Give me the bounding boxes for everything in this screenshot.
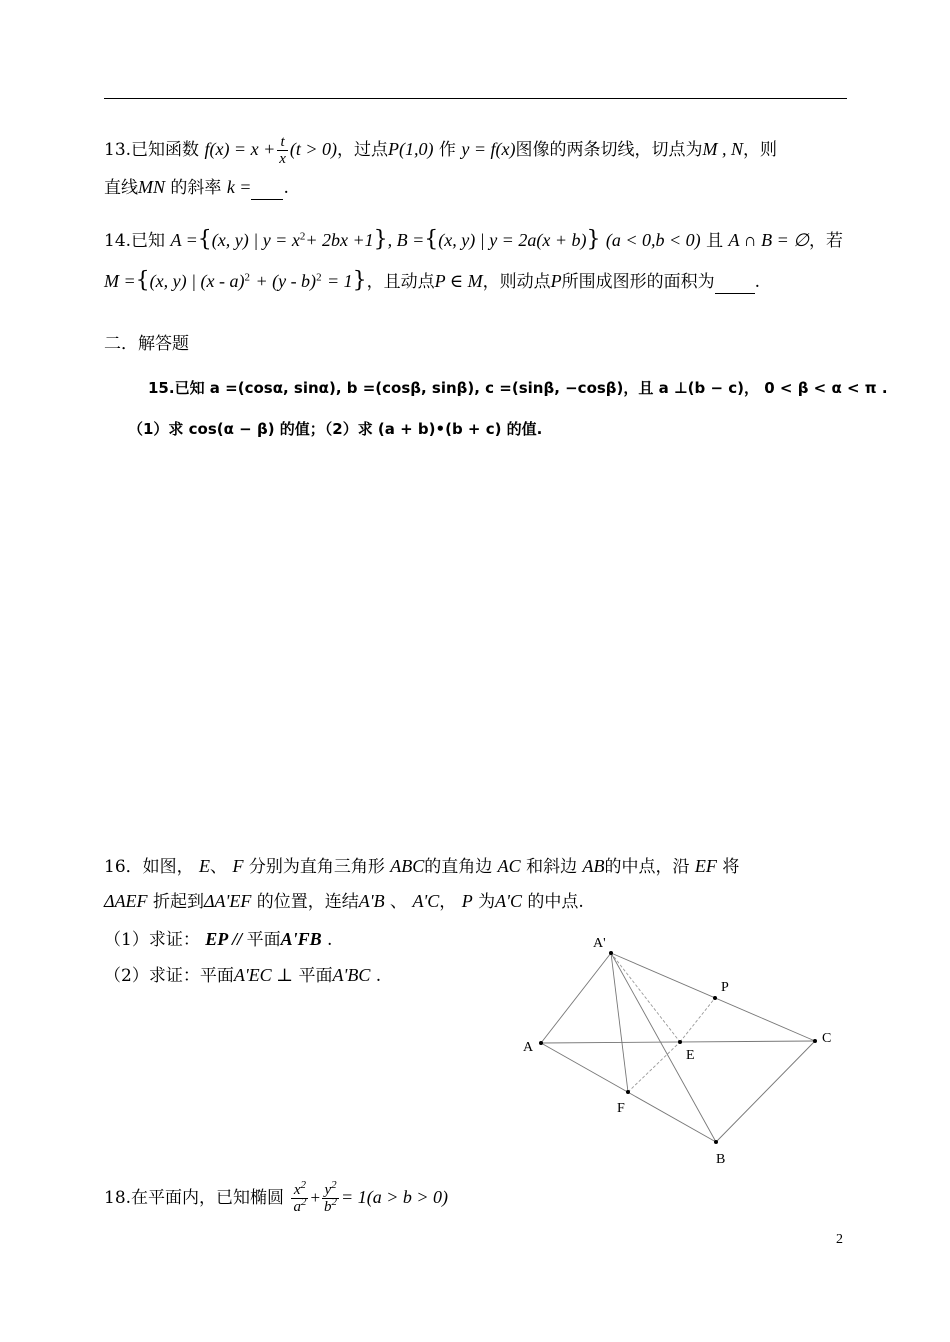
vertex-e-dot xyxy=(678,1040,682,1044)
q18-a: a xyxy=(293,1199,301,1215)
q18-y-exp: 2 xyxy=(331,1179,337,1191)
q13-fraction xyxy=(277,134,288,167)
q18-b: b xyxy=(324,1199,332,1215)
q16-end: . xyxy=(375,966,382,986)
q16-text: 的直角边 xyxy=(424,857,493,877)
q18-number: 18. xyxy=(104,1188,132,1208)
q16-point-f: F xyxy=(232,856,244,876)
q13-answer-blank xyxy=(251,177,283,200)
label-b: B xyxy=(716,1152,726,1167)
q16-text: 平面 xyxy=(246,930,281,950)
q16-segment: EF xyxy=(694,856,717,876)
edge-a1-a xyxy=(541,953,611,1043)
q14-set-b-body: (x, y) | y = 2a(x + b) xyxy=(438,230,587,250)
edge-f-e-dashed xyxy=(628,1042,680,1092)
q13-text: 已知函数 xyxy=(131,140,200,160)
q16-part1-label: （1）求证： xyxy=(104,930,200,950)
q16-triangle: ABC xyxy=(390,856,425,876)
vertex-c-dot xyxy=(813,1039,817,1043)
q18-tail: = 1(a > b > 0) xyxy=(341,1187,448,1207)
vertex-f-dot xyxy=(626,1090,630,1094)
page-number: 2 xyxy=(836,1232,843,1247)
q16-text: 将 xyxy=(722,857,740,877)
q13-slope: k = xyxy=(226,177,252,197)
q14-text: ，若 xyxy=(808,231,843,251)
q16-text: 和斜边 xyxy=(526,857,578,877)
q16-part1 xyxy=(104,928,332,951)
q16-text: 如图， xyxy=(142,857,194,877)
q18-text: 在平面内，已知椭圆 xyxy=(131,1188,285,1208)
q14-set-m-mid: + (y - b) xyxy=(255,271,317,291)
q18-fraction-x xyxy=(291,1179,308,1215)
q16-text: 的中点. xyxy=(527,892,584,912)
q18-fraction-y xyxy=(322,1179,339,1215)
edge-a1-e-dashed xyxy=(611,953,680,1042)
q14-text: ，则动点 xyxy=(482,272,551,292)
q16-line2 xyxy=(104,890,584,913)
q13-text: 直线 xyxy=(104,178,138,198)
q18-x-exp: 2 xyxy=(300,1179,307,1191)
q16-triangle-a1ef: ΔA'EF xyxy=(203,891,252,911)
edge-a1-b xyxy=(611,953,716,1142)
q16-part2-label: （2）求证： xyxy=(104,966,200,986)
q14-set-m-body: (x, y) | (x - a) xyxy=(149,271,245,291)
edge-e-p-dashed xyxy=(680,998,715,1042)
q15-line1: 15.已知 a =(cosα, sinα), b =(cosβ, sinβ), c =(sinβ, −cosβ)，且 a ⊥(b − c)， 0 < β < α < π . xyxy=(148,379,888,397)
q16-leg: AC xyxy=(497,856,521,876)
q14-text: 且 xyxy=(706,231,724,251)
section-title: 二．解答题 xyxy=(104,334,189,354)
q14-text: 所围成图形的面积为 xyxy=(561,272,715,292)
q14-set-m-tail: = 1 xyxy=(326,271,353,291)
q13-curve: y = f(x) xyxy=(461,139,516,159)
header-rule xyxy=(104,98,847,99)
q14-p: P xyxy=(550,271,562,291)
q16-text: 分别为直角三角形 xyxy=(248,857,385,877)
q16-text: ， xyxy=(439,892,457,912)
q14-set-m-exp1: 2 xyxy=(244,271,251,284)
q13-condition: (t > 0) xyxy=(289,139,338,159)
label-f: F xyxy=(617,1101,625,1116)
edge-a1-c xyxy=(611,953,815,1041)
q16-text: 为 xyxy=(478,892,496,912)
q14-set-b-label: , B = xyxy=(387,230,425,250)
q18-plus: + xyxy=(310,1188,321,1207)
geometry-figure xyxy=(500,925,850,1170)
q14-condition: (a < 0,b < 0) xyxy=(605,230,701,250)
q14-number: 14. xyxy=(104,231,132,251)
q13-frac-numerator: t xyxy=(277,134,288,151)
q16-plane-a1bc: A'BC xyxy=(332,965,371,985)
vertex-b-dot xyxy=(714,1140,718,1144)
q13-number: 13. xyxy=(104,140,132,160)
q13-text: 图像的两条切线，切点为 xyxy=(515,140,703,160)
q13-text: 的斜率 xyxy=(170,178,222,198)
label-p: P xyxy=(721,980,729,995)
q14-text: ，且动点 xyxy=(366,272,435,292)
q18-a-exp: 2 xyxy=(300,1196,307,1208)
q13-text: 作 xyxy=(438,140,456,160)
q13-line2 xyxy=(104,176,289,200)
label-a1: A' xyxy=(593,936,606,951)
q16-segment-a1b: A'B xyxy=(358,891,385,911)
q16-segment-a1c: A'C xyxy=(412,891,440,911)
q16-sep: 、 xyxy=(210,857,228,877)
q14-set-a-exponent: 2 xyxy=(299,230,306,243)
q14-set-a-label: A = xyxy=(170,230,198,250)
q14-set-m-exp2: 2 xyxy=(316,271,322,284)
q16-part1-math: EP // xyxy=(205,929,247,949)
q13-function: f(x) = x + xyxy=(204,139,276,159)
q14-answer-blank xyxy=(715,271,755,294)
q13-text: ，过点 xyxy=(337,140,389,160)
q18-line xyxy=(104,1179,448,1215)
q14-set-m-label: M = xyxy=(104,271,136,291)
q14-end: . xyxy=(754,272,761,292)
label-e: E xyxy=(686,1048,695,1063)
q16-end: . xyxy=(327,930,333,950)
q16-text: 的位置，连结 xyxy=(256,892,359,912)
label-a: A xyxy=(523,1040,534,1055)
q16-text: 平面 xyxy=(199,966,234,986)
q14-text: 已知 xyxy=(131,231,166,251)
q13-points: M , N xyxy=(702,139,743,159)
q16-point-e: E xyxy=(199,856,211,876)
q13-line1 xyxy=(104,134,777,167)
q13-text: ，则 xyxy=(742,140,777,160)
q14-p-in-m: P ∈ M xyxy=(434,271,483,291)
q14-set-a-body: (x, y) | y = x xyxy=(211,230,300,250)
q13-point: P(1,0) xyxy=(388,139,434,159)
q16-part2 xyxy=(104,964,381,987)
q16-text: 的中点，沿 xyxy=(604,857,690,877)
vertex-a1-dot xyxy=(609,951,613,955)
q16-sep: 、 xyxy=(390,892,408,912)
q16-plane-a1fb: A'FB xyxy=(280,929,322,949)
q16-hypotenuse: AB xyxy=(582,856,605,876)
q13-line-mn: MN xyxy=(138,177,165,197)
q14-intersection: A ∩ B = ∅ xyxy=(728,230,809,250)
edge-c-b xyxy=(716,1041,815,1142)
q18-y: y xyxy=(324,1182,332,1198)
q16-line1 xyxy=(104,855,739,878)
edge-a1-f xyxy=(611,953,628,1092)
label-c: C xyxy=(822,1031,832,1046)
q18-b-exp: 2 xyxy=(331,1196,338,1208)
q16-triangle-aef: ΔAEF xyxy=(104,891,148,911)
q14-line1: 14.已知 A ={(x, y) | $y = x^2+ 2bx +1$}, B ={(x, y) | y = 2a(x + b)} (a < 0,b < 0) 且 A ∩ B = ∅，若 xyxy=(104,227,843,252)
q16-text: 折起到 xyxy=(152,892,204,912)
q13-frac-denominator: x xyxy=(279,151,286,167)
q16-point-p: P xyxy=(461,891,473,911)
q16-text: 平面 xyxy=(298,966,333,986)
q16-number: 16． xyxy=(104,857,143,877)
q16-segment-a1c: A'C xyxy=(495,891,522,911)
q18-x: x xyxy=(293,1182,301,1198)
vertex-p-dot xyxy=(713,996,717,1000)
q15-line2: （1）求 cos(α − β) 的值；（2）求 (a + b)•(b + c) 的值. xyxy=(128,420,543,438)
q14-set-a-tail: + 2bx +1 xyxy=(305,230,374,250)
vertex-a-dot xyxy=(539,1041,543,1045)
q16-plane-a1ec: A'EC ⊥ xyxy=(233,965,294,985)
q13-end: . xyxy=(283,178,289,198)
q14-line2: M ={(x, y) | (x - a)$^2$ + (y - b)$^2$ = 1}，且动点P ∈ M，则动点P所围成图形的面积为 . xyxy=(104,268,761,293)
